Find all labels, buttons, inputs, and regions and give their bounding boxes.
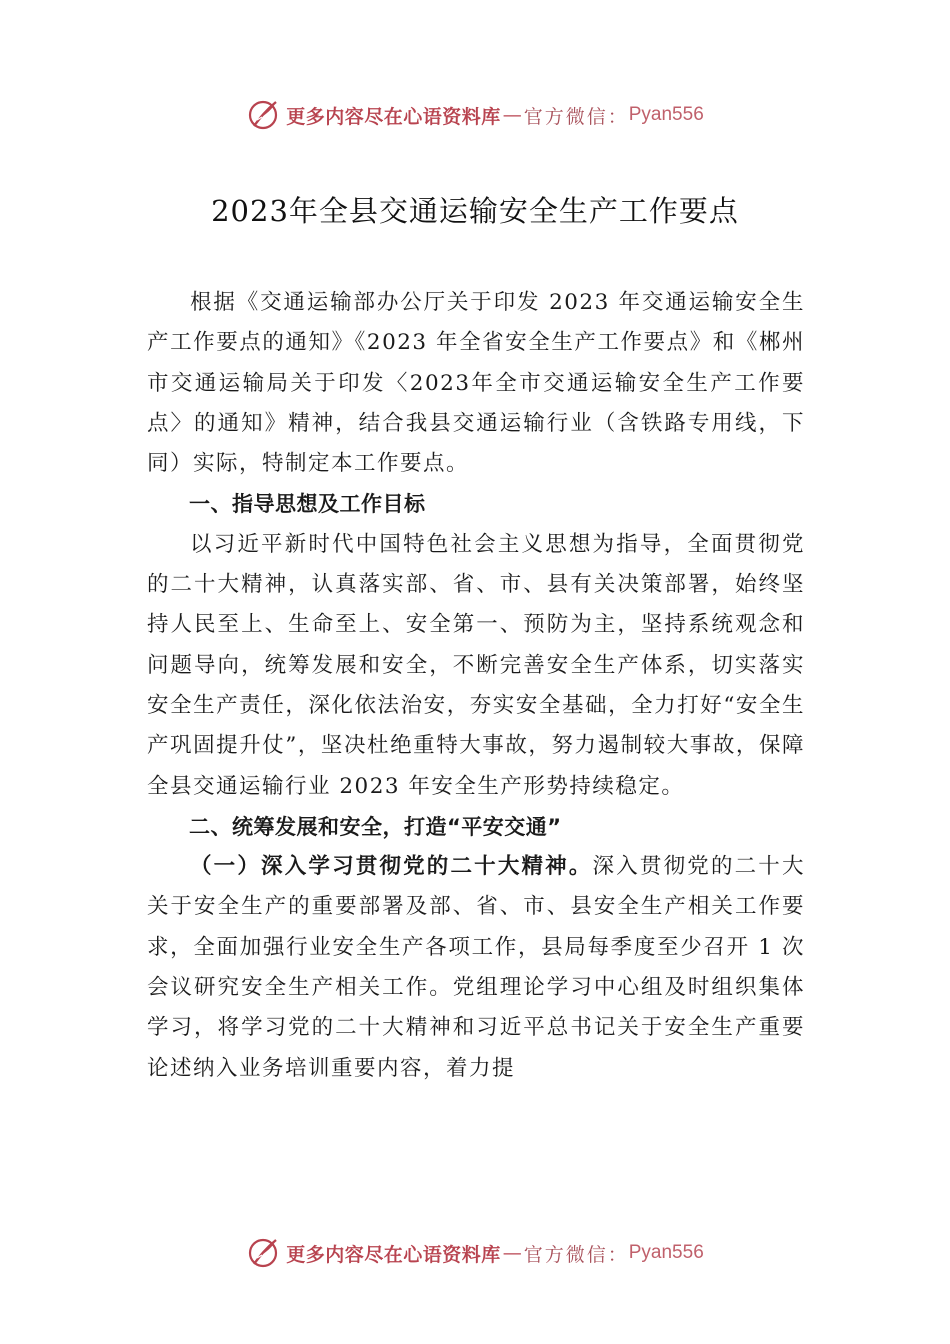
section2-heading: 二、统筹发展和安全，打造“平安交通” (189, 814, 562, 839)
document-title: 2023年全县交通运输安全生产工作要点 (211, 194, 739, 228)
item1-body: 深入贯彻党的二十大关于安全生产的重要部署及部、省、市、县安全生产相关工作要求，全面加强行业安全生产各项工作，县局每季度至少召开 1 次会议研究安全生产相关工作。党组理论学习中心组及时组织集体学习，将学习党的二十大精神和习近平总书记关于安全生产重要论述纳入业务培训重要内容，着力提 (147, 854, 805, 1081)
intro-paragraph: 根据《交通运输部办公厅关于印发 2023 年交通运输安全生产工作要点的通知》《2023 年全省安全生产工作要点》和《郴州市交通运输局关于印发〈2023年全市交通运输安全生产工作要点〉的通知》精神，结合我县交通运输行业（含铁路专用线，下同）实际，特制定本工作要点。 (147, 290, 805, 477)
item1-lead: （一）深入学习贯彻党的二十大精神。 (190, 854, 593, 880)
quill-logo-icon (246, 1236, 280, 1270)
banner-dash: — (502, 104, 522, 126)
document-body (147, 283, 805, 1089)
banner-wechat-label: 官方微信： (523, 105, 629, 128)
section1-heading: 一、指导思想及工作目标 (189, 492, 426, 517)
banner-dash: — (502, 1242, 522, 1264)
banner-brand-text: 更多内容尽在心语资料库 (286, 1243, 501, 1266)
banner-wechat-label: 官方微信： (523, 1243, 629, 1266)
item1-paragraph (147, 847, 805, 1089)
footer-watermark-banner (0, 1233, 950, 1273)
quill-logo-icon (246, 98, 280, 132)
banner-brand-text: 更多内容尽在心语资料库 (286, 105, 501, 128)
section1-paragraph: 以习近平新时代中国特色社会主义思想为指导，全面贯彻党的二十大精神，认真落实部、省、市、县有关决策部署，始终坚持人民至上、生命至上、安全第一、预防为主，坚持系统观念和问题导向，统筹发展和安全，不断完善安全生产体系，切实落实安全生产责任，深化依法治安，夯实安全基础，全力打好“安全生产巩固提升仗”，坚决杜绝重特大事故，努力遏制较大事故，保障全县交通运输行业 2023 年安全生产形势持续稳定。 (147, 531, 805, 799)
banner-wechat-id: Pyan556 (628, 1242, 704, 1263)
header-watermark-banner (0, 95, 950, 135)
banner-wechat-id: Pyan556 (628, 104, 704, 125)
